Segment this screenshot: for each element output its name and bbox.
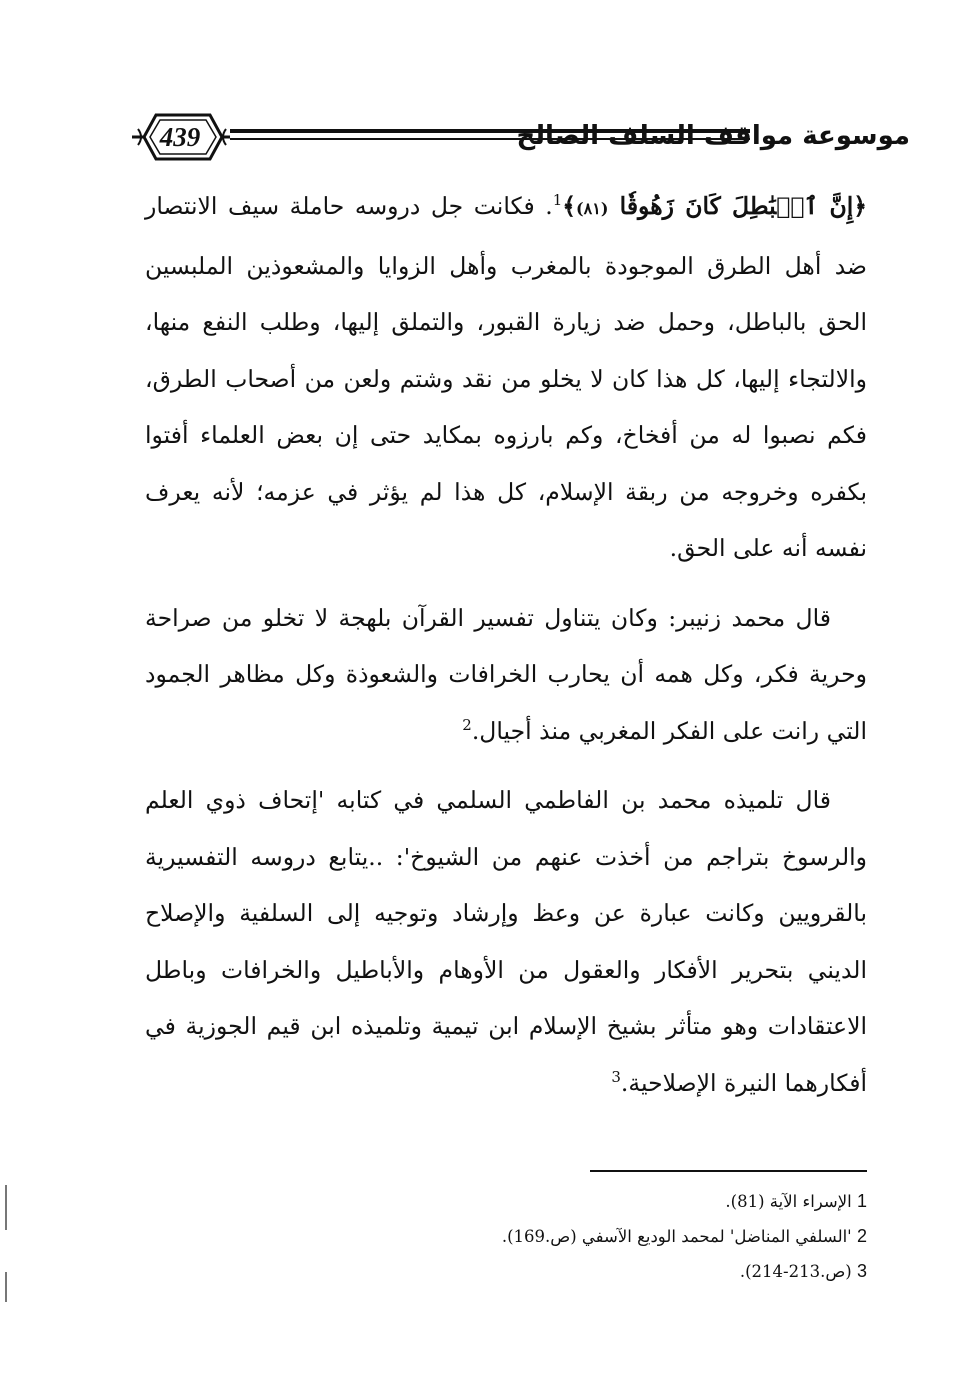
paragraph-2-text: قال محمد زنيبر: وكان يتناول تفسير القرآن بلهجة لا تخلو من صراحة وحرية فكر، وكل همه أن يحارب الخرافات والشعوذة وكل مظاهر الجمود التي رانت على الفكر المغربي منذ أجيال. (145, 603, 867, 745)
footnotes (420, 1184, 867, 1289)
paragraph-1 (145, 178, 867, 577)
paragraph-1-text: . فكانت جل دروسه حاملة سيف الانتصار ضد أهل الطرق الموجودة بالمغرب وأهل الزوايا والمشعوذين الملبسين الحق بالباطل، وحمل ضد زيارة القبور، والتملق إليها، وطلب النفع منها، والالتجاء إليها، كل هذا كان لا يخلو من نقد وشتم ولعن من أصحاب الطرق، فكم نصبوا له من أفخاخ، وكم بارزوه بمكايد حتى إن بعض العلماء أفتوا بكفره وخروجه من ربقة الإسلام، كل هذا لم يؤثر في عزمه؛ لأنه يعرف نفسه أنه على الحق. (145, 192, 867, 562)
footnote-number: 3 (856, 1261, 867, 1281)
footnote-separator (590, 1170, 867, 1172)
ayah-number: (٨١) (576, 199, 609, 218)
footnote-number: 2 (856, 1226, 867, 1246)
footnote-text: 'السلفي المناضل' لمحمد الوديع الآسفي (ص.169). (501, 1227, 852, 1246)
paragraph-3-text: قال تلميذه محمد بن الفاطمي السلمي في كتابه 'إتحاف ذوي العلم والرسوخ بتراجم من أخذت عنهم من الشيوخ': ..يتابع دروسه التفسيرية بالقرويين وكانت عبارة عن وعظ وإرشاد وتوجيه إلى السلفية والإصلاح الديني بتحرير الأفكار والعقول من الأوهام والأباطيل والخرافات وباطل الاعتقادات وهو متأثر بشيخ الإسلام ابن تيمية وتلميذه ابن قيم الجوزية في أفكارهما النيرة الإصلاحية. (145, 786, 868, 1097)
series-title: موسوعة مواقف السلف الصالح (516, 121, 910, 151)
scan-margin-line (5, 1272, 7, 1302)
footnote-2 (420, 1219, 867, 1254)
footnote-3 (420, 1254, 867, 1289)
page-header (130, 105, 910, 175)
paragraph-2 (145, 590, 867, 760)
footnote-ref-2: 2 (462, 715, 472, 734)
scan-margin-line (5, 1185, 7, 1230)
page-number: 439 (159, 122, 201, 152)
footnote-number: 1 (856, 1191, 867, 1211)
footnote-1 (420, 1184, 867, 1219)
footnote-ref-1: 1 (552, 191, 563, 209)
footnote-text: (ص.213-214). (739, 1262, 852, 1281)
footnote-ref-3: 3 (611, 1067, 621, 1086)
quran-verse: ﴿إِنَّ ٱلۡبَٰطِلَ كَانَ زَهُوقٗا (٨١)﴾ (562, 192, 868, 220)
paragraph-3 (145, 772, 867, 1111)
footnote-text: الإسراء الآية (81). (725, 1192, 852, 1211)
page-number-badge (130, 109, 230, 165)
main-text (145, 178, 867, 1124)
